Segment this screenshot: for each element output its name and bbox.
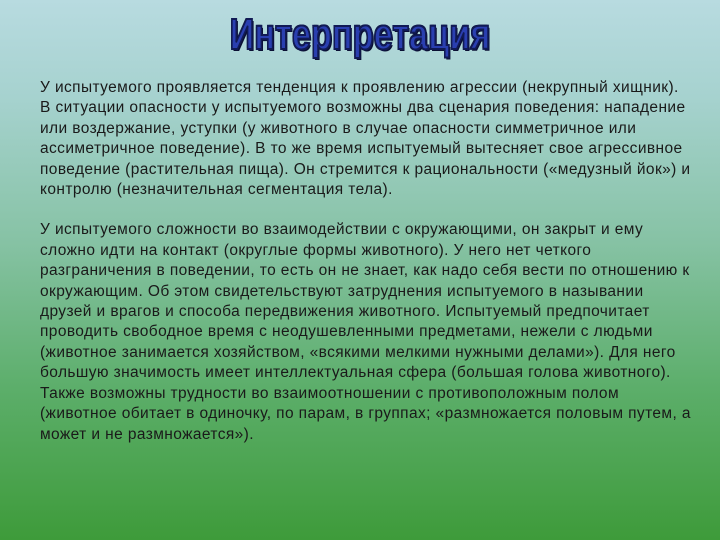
paragraph-interaction: У испытуемого сложности во взаимодействии с окружающими, он закрыт и ему сложно идти на контакт (округлые формы животного). У него нет четкого разграничения в поведении, то есть он не знает, как надо себя вести по отношению к окружающим. Об этом свидетельствуют затруднения испытуемого в назывании друзей и врагов и способа передвижения животного. Испытуемый предпочитает проводить свободное время с неодушевленными предметами, нежели с людьми (животное занимается хозяйством, «всякими мелкими нужными делами»). Для него большую значимость имеет интеллектуальная сфера (большая голова животного). Также возможны трудности во взаимоотношении с противоположным полом (животное обитает в одиночку, по парам, в группах; «размножается половым путем, а может и не размножается»). [40,221,691,443]
slide-title: Интерпретация [229,10,491,59]
slide-body [40,78,692,445]
paragraph-aggression: У испытуемого проявляется тенденция к проявлению агрессии (некрупный хищник). В ситуации опасности у испытуемого возможны два сценария поведения: нападение или воздержание, уступки (у животного в случае опасности симметричное или ассиметричное поведение). В то же время испытуемый вытесняет свое агрессивное поведение (растительная пища). Он стремится к рациональности («медузный йок») и контролю (незначительная сегментация тела). [40,79,691,199]
